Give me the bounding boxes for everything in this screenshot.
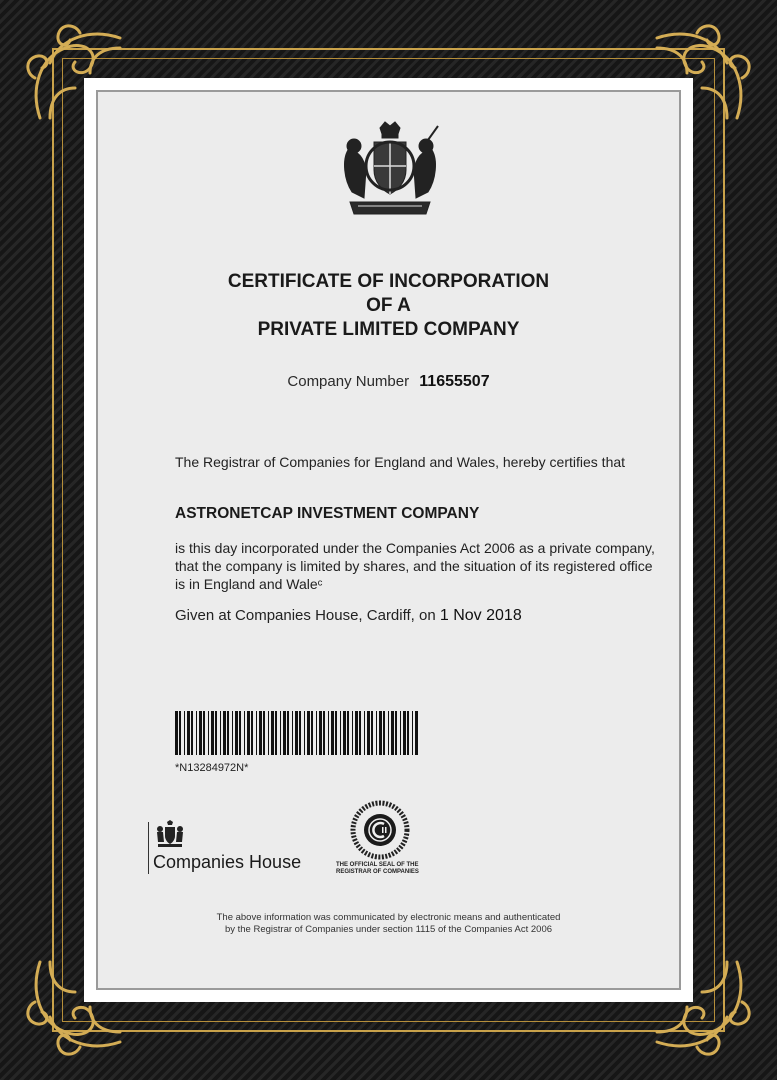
footer-line: The above information was communicated by electronic means and authenticated xyxy=(216,912,561,923)
footer-note xyxy=(96,912,681,936)
barcode-bar xyxy=(268,711,269,755)
company-number-label: Company Number xyxy=(287,373,410,390)
barcode xyxy=(175,711,420,755)
barcode-bar xyxy=(379,711,382,755)
barcode-bar xyxy=(235,711,238,755)
barcode-bar xyxy=(328,711,329,755)
barcode-bar xyxy=(251,711,253,755)
barcode-bar xyxy=(307,711,310,755)
barcode-bar xyxy=(355,711,358,755)
barcode-bar xyxy=(359,711,361,755)
barcode-bar xyxy=(211,711,214,755)
barcode-bar xyxy=(244,711,245,755)
barcode-bar xyxy=(335,711,337,755)
barcode-bar xyxy=(403,711,406,755)
barcode-bar xyxy=(340,711,341,755)
barcode-bar xyxy=(227,711,229,755)
barcode-bar xyxy=(388,711,389,755)
barcode-bar xyxy=(347,711,349,755)
barcode-bar xyxy=(223,711,226,755)
barcode-bar xyxy=(175,711,178,755)
footer-line: by the Registrar of Companies under section 1115 of the Companies Act 2006 xyxy=(224,924,553,935)
barcode-bar xyxy=(304,711,305,755)
barcode-bar xyxy=(179,711,181,755)
barcode-bar xyxy=(376,711,377,755)
barcode-bar xyxy=(295,711,298,755)
barcode-bar xyxy=(283,711,286,755)
barcode-bar xyxy=(280,711,281,755)
barcode-bar xyxy=(383,711,385,755)
barcode-bar xyxy=(259,711,262,755)
barcode-bar xyxy=(352,711,353,755)
company-number-row xyxy=(96,373,681,391)
barcode-bar xyxy=(415,711,418,755)
seal-caption: THE OFFICIAL SEAL OF THE REGISTRAR OF COMPANIES xyxy=(336,862,419,875)
barcode-bar xyxy=(331,711,334,755)
barcode-bar xyxy=(319,711,322,755)
barcode-bar xyxy=(275,711,277,755)
barcode-bar xyxy=(287,711,289,755)
barcode-bar xyxy=(299,711,301,755)
barcode-bar xyxy=(184,711,185,755)
barcode-bar xyxy=(292,711,293,755)
barcode-bar xyxy=(395,711,397,755)
barcode-bar xyxy=(220,711,221,755)
barcode-reference: *N13284972N* xyxy=(175,762,249,774)
barcode-bar xyxy=(215,711,217,755)
title-line: PRIVATE LIMITED COMPANY xyxy=(257,319,520,340)
barcode-bar xyxy=(343,711,346,755)
companies-house-logo-label: Companies House xyxy=(153,852,302,872)
barcode-bar xyxy=(196,711,197,755)
given-at-row xyxy=(175,607,655,625)
barcode-bar xyxy=(247,711,250,755)
barcode-bar xyxy=(199,711,202,755)
company-name: ASTRONETCAP INVESTMENT COMPANY xyxy=(175,505,480,522)
given-at-text: Given at Companies House, Cardiff, on xyxy=(175,607,436,624)
barcode-bar xyxy=(364,711,365,755)
barcode-bar xyxy=(323,711,325,755)
barcode-bar xyxy=(367,711,370,755)
barcode-bar xyxy=(400,711,401,755)
title-line: CERTIFICATE OF INCORPORATION xyxy=(227,271,550,292)
barcode-bar xyxy=(187,711,190,755)
royal-coat-of-arms-icon xyxy=(330,120,450,220)
companies-house-crest-icon xyxy=(155,820,185,848)
barcode-bar xyxy=(412,711,413,755)
barcode-bar xyxy=(311,711,313,755)
barcode-bar xyxy=(191,711,193,755)
barcode-bar xyxy=(203,711,205,755)
logo-divider xyxy=(148,822,149,874)
barcode-bar xyxy=(232,711,233,755)
certifies-text: The Registrar of Companies for England and Wales, hereby certifies that xyxy=(175,454,626,470)
barcode-bar xyxy=(271,711,274,755)
incorporation-date: 1 Nov 2018 xyxy=(439,607,522,624)
registrar-seal-icon xyxy=(338,800,422,860)
title-line: OF A xyxy=(366,295,411,316)
barcode-bar xyxy=(239,711,241,755)
company-number: 11655507 xyxy=(419,373,490,390)
barcode-bar xyxy=(263,711,265,755)
barcode-bar xyxy=(256,711,257,755)
barcode-bar xyxy=(316,711,317,755)
incorporation-text: is this day incorporated under the Companies Act 2006 as a private company, that the company is limited by shares, and the situation of its registered office is in England and Waleᶜ xyxy=(175,540,655,592)
barcode-bar xyxy=(208,711,209,755)
certificate-title xyxy=(96,270,681,342)
barcode-bar xyxy=(391,711,394,755)
barcode-bar xyxy=(371,711,373,755)
barcode-bar xyxy=(407,711,409,755)
